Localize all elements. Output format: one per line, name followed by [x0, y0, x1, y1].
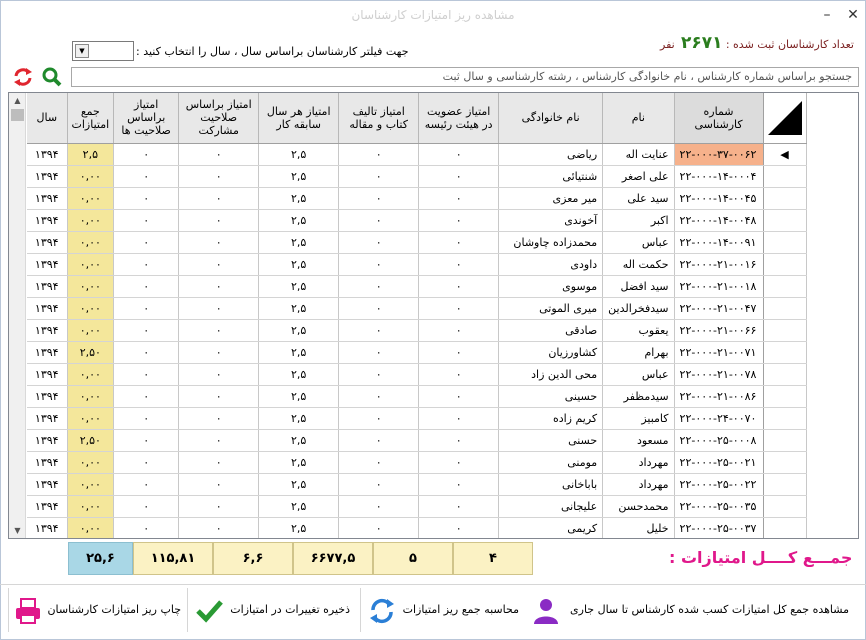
row-selector[interactable] [763, 253, 806, 275]
total-score-cell[interactable]: ۰,۰۰ [67, 386, 114, 408]
first-name-cell[interactable]: عباس [603, 363, 674, 385]
competency-score-cell[interactable]: ۰ [114, 474, 179, 496]
board-score-cell[interactable]: ۰ [419, 231, 499, 253]
year-cell[interactable]: ۱۳۹۴ [27, 209, 67, 231]
participation-score-cell[interactable]: ۰ [179, 430, 259, 452]
column-header[interactable]: امتیاز تالیف کتاب و مقاله [339, 93, 419, 143]
expert-code-cell[interactable]: ۲۲-۰۰۰-۲۵-۰۰۲۱ [674, 452, 763, 474]
year-filter-select[interactable] [72, 41, 134, 61]
first-name-cell[interactable]: سیدمظفر [603, 386, 674, 408]
search-input[interactable]: جستجو براساس شماره کارشناس ، نام خانوادگی کارشناس ، رشته کارشناسی و سال ثبت [71, 67, 859, 87]
participation-score-cell[interactable]: ۰ [179, 452, 259, 474]
first-name-cell[interactable]: یعقوب [603, 319, 674, 341]
book-score-cell[interactable]: ۰ [339, 231, 419, 253]
year-cell[interactable]: ۱۳۹۴ [27, 275, 67, 297]
total-experience: ۶۶۷۷,۵ [293, 542, 373, 575]
experience-score-cell[interactable]: ۲,۵ [259, 408, 339, 430]
board-score-cell[interactable]: ۰ [419, 518, 499, 539]
column-header[interactable]: سال [27, 93, 67, 143]
last-name-cell[interactable]: کریم زاده [499, 408, 603, 430]
row-selector[interactable] [763, 209, 806, 231]
experts-score-grid [8, 92, 859, 539]
competency-score-cell[interactable]: ۰ [114, 363, 179, 385]
competency-score-cell[interactable]: ۰ [114, 275, 179, 297]
last-name-cell[interactable]: محی الدین زاد [499, 363, 603, 385]
board-score-cell[interactable]: ۰ [419, 408, 499, 430]
year-cell[interactable]: ۱۳۹۴ [27, 496, 67, 518]
book-score-cell[interactable]: ۰ [339, 341, 419, 363]
last-name-cell[interactable]: کشاورزیان [499, 341, 603, 363]
experience-score-cell[interactable]: ۲,۵ [259, 496, 339, 518]
participation-score-cell[interactable]: ۰ [179, 209, 259, 231]
experience-score-cell[interactable]: ۲,۵ [259, 518, 339, 539]
year-cell[interactable]: ۱۳۹۴ [27, 518, 67, 539]
total-book: ۵ [373, 542, 453, 575]
participation-score-cell[interactable]: ۰ [179, 187, 259, 209]
participation-score-cell[interactable]: ۰ [179, 363, 259, 385]
expert-code-cell[interactable]: ۲۲-۰۰۰-۲۱-۰۰۸۶ [674, 386, 763, 408]
experience-score-cell[interactable]: ۲,۵ [259, 143, 339, 165]
table-row[interactable] [27, 363, 806, 385]
registered-count-value: ۲۶۷۱ [681, 33, 723, 53]
year-cell[interactable]: ۱۳۹۴ [27, 386, 67, 408]
participation-score-cell[interactable]: ۰ [179, 341, 259, 363]
total-score-cell[interactable]: ۰,۰۰ [67, 474, 114, 496]
year-cell[interactable]: ۱۳۹۴ [27, 474, 67, 496]
board-score-cell[interactable]: ۰ [419, 474, 499, 496]
experience-score-cell[interactable]: ۲,۵ [259, 297, 339, 319]
book-score-cell[interactable]: ۰ [339, 518, 419, 539]
first-name-cell[interactable]: اکبر [603, 209, 674, 231]
experience-score-cell[interactable]: ۲,۵ [259, 209, 339, 231]
total-score-cell[interactable]: ۰,۰۰ [67, 231, 114, 253]
experience-score-cell[interactable]: ۲,۵ [259, 319, 339, 341]
first-name-cell[interactable]: خلیل [603, 518, 674, 539]
last-name-cell[interactable]: میر معزی [499, 187, 603, 209]
last-name-cell[interactable]: شنتیائی [499, 165, 603, 187]
chevron-down-icon[interactable]: ▼ [75, 44, 89, 58]
column-header[interactable]: جمع امتیازات [67, 93, 114, 143]
row-selector[interactable] [763, 231, 806, 253]
board-score-cell[interactable]: ۰ [419, 319, 499, 341]
view-total-button[interactable] [527, 588, 857, 632]
row-selector[interactable] [763, 319, 806, 341]
competency-score-cell[interactable]: ۰ [114, 430, 179, 452]
row-selector[interactable] [763, 363, 806, 385]
expert-code-cell[interactable]: ۲۲-۰۰۰-۱۴-۰۰۰۴ [674, 165, 763, 187]
competency-score-cell[interactable]: ۰ [114, 341, 179, 363]
book-score-cell[interactable]: ۰ [339, 452, 419, 474]
year-cell[interactable]: ۱۳۹۴ [27, 187, 67, 209]
total-score-cell[interactable]: ۲,۵ [67, 143, 114, 165]
total-score-cell[interactable]: ۰,۰۰ [67, 518, 114, 539]
competency-score-cell[interactable]: ۰ [114, 452, 179, 474]
last-name-cell[interactable]: موسوی [499, 275, 603, 297]
calculate-label: محاسبه جمع ریز امتیازات [402, 603, 519, 616]
grid-table [27, 93, 807, 539]
year-filter-label: جهت فیلتر کارشناسان براساس سال ، سال را انتخاب کنید : [136, 45, 409, 58]
scroll-thumb[interactable] [11, 109, 24, 121]
participation-score-cell[interactable]: ۰ [179, 518, 259, 539]
year-cell[interactable]: ۱۳۹۴ [27, 165, 67, 187]
first-name-cell[interactable]: کامبیز [603, 408, 674, 430]
close-icon[interactable]: ✕ [847, 7, 859, 23]
competency-score-cell[interactable]: ۰ [114, 297, 179, 319]
book-score-cell[interactable]: ۰ [339, 363, 419, 385]
experience-score-cell[interactable]: ۲,۵ [259, 430, 339, 452]
experience-score-cell[interactable]: ۲,۵ [259, 187, 339, 209]
expert-code-cell[interactable]: ۲۲-۰۰۰-۱۴-۰۰۴۵ [674, 187, 763, 209]
table-row[interactable] [27, 275, 806, 297]
window-title: مشاهده ریز امتیازات کارشناسان [351, 8, 515, 22]
experience-score-cell[interactable]: ۲,۵ [259, 165, 339, 187]
competency-score-cell[interactable]: ۰ [114, 319, 179, 341]
first-name-cell[interactable]: محمدحسن [603, 496, 674, 518]
calculate-button[interactable] [360, 588, 527, 632]
print-button[interactable] [8, 588, 187, 632]
book-score-cell[interactable]: ۰ [339, 275, 419, 297]
board-score-cell[interactable]: ۰ [419, 496, 499, 518]
competency-score-cell[interactable]: ۰ [114, 209, 179, 231]
first-name-cell[interactable]: مهرداد [603, 474, 674, 496]
table-row[interactable] [27, 341, 806, 363]
first-name-cell[interactable]: علی اصغر [603, 165, 674, 187]
book-score-cell[interactable]: ۰ [339, 253, 419, 275]
last-name-cell[interactable]: کریمی [499, 518, 603, 539]
expert-code-cell[interactable]: ۲۲-۰۰۰-۲۱-۰۰۷۸ [674, 363, 763, 385]
total-score-cell[interactable]: ۰,۰۰ [67, 209, 114, 231]
total-score-cell[interactable]: ۲,۵۰ [67, 430, 114, 452]
experience-score-cell[interactable]: ۲,۵ [259, 253, 339, 275]
column-header[interactable]: شماره کارشناسی [674, 93, 763, 143]
year-cell[interactable]: ۱۳۹۴ [27, 452, 67, 474]
last-name-cell[interactable]: داودی [499, 253, 603, 275]
total-score-cell[interactable]: ۰,۰۰ [67, 275, 114, 297]
board-score-cell[interactable]: ۰ [419, 341, 499, 363]
board-score-cell[interactable]: ۰ [419, 363, 499, 385]
year-cell[interactable]: ۱۳۹۴ [27, 319, 67, 341]
total-score-cell[interactable]: ۰,۰۰ [67, 496, 114, 518]
competency-score-cell[interactable]: ۰ [114, 165, 179, 187]
expert-code-cell[interactable]: ۲۲-۰۰۰-۲۱-۰۰۴۷ [674, 297, 763, 319]
year-cell[interactable]: ۱۳۹۴ [27, 253, 67, 275]
column-header[interactable]: امتیاز براساس صلاحیت ها [114, 93, 179, 143]
row-selector[interactable] [763, 386, 806, 408]
row-selector[interactable] [763, 496, 806, 518]
experience-score-cell[interactable]: ۲,۵ [259, 452, 339, 474]
last-name-cell[interactable]: میری الموتی [499, 297, 603, 319]
board-score-cell[interactable]: ۰ [419, 209, 499, 231]
vertical-scrollbar[interactable] [9, 93, 26, 538]
experience-score-cell[interactable]: ۲,۵ [259, 341, 339, 363]
experience-score-cell[interactable]: ۲,۵ [259, 363, 339, 385]
book-score-cell[interactable]: ۰ [339, 187, 419, 209]
total-score-cell[interactable]: ۰,۰۰ [67, 165, 114, 187]
participation-score-cell[interactable]: ۰ [179, 275, 259, 297]
experience-score-cell[interactable]: ۲,۵ [259, 231, 339, 253]
first-name-cell[interactable]: سید علی [603, 187, 674, 209]
first-name-cell[interactable]: حکمت اله [603, 253, 674, 275]
table-row[interactable] [27, 187, 806, 209]
participation-score-cell[interactable]: ۰ [179, 165, 259, 187]
board-score-cell[interactable]: ۰ [419, 165, 499, 187]
book-score-cell[interactable]: ۰ [339, 430, 419, 452]
last-name-cell[interactable]: مومنی [499, 452, 603, 474]
year-cell[interactable]: ۱۳۹۴ [27, 363, 67, 385]
experience-score-cell[interactable]: ۲,۵ [259, 275, 339, 297]
board-score-cell[interactable]: ۰ [419, 452, 499, 474]
row-selector[interactable] [763, 408, 806, 430]
grid-header-row [27, 93, 806, 143]
first-name-cell[interactable]: مسعود [603, 430, 674, 452]
competency-score-cell[interactable]: ۰ [114, 253, 179, 275]
year-cell[interactable]: ۱۳۹۴ [27, 143, 67, 165]
table-row[interactable] [27, 474, 806, 496]
column-header[interactable]: نام خانوادگی [499, 93, 603, 143]
board-score-cell[interactable]: ۰ [419, 386, 499, 408]
table-row[interactable] [27, 496, 806, 518]
search-icon[interactable] [41, 66, 63, 88]
current-row-indicator-icon[interactable]: ◀ [763, 143, 806, 165]
expert-code-cell[interactable]: ۲۲-۰۰۰-۲۵-۰۰۲۲ [674, 474, 763, 496]
first-name-cell[interactable]: عباس [603, 231, 674, 253]
total-score-cell[interactable]: ۰,۰۰ [67, 297, 114, 319]
competency-score-cell[interactable]: ۰ [114, 187, 179, 209]
expert-code-cell[interactable]: ۲۲-۰۰۰-۲۵-۰۰۳۵ [674, 496, 763, 518]
column-header[interactable]: نام [603, 93, 674, 143]
minimize-icon[interactable]: – [823, 7, 831, 23]
row-selector[interactable] [763, 452, 806, 474]
checkmark-icon [194, 596, 224, 626]
expert-code-cell[interactable]: ۲۲-۰۰۰-۲۱-۰۰۱۶ [674, 253, 763, 275]
table-row[interactable] [27, 319, 806, 341]
select-all-icon[interactable] [768, 101, 802, 135]
view-total-label: مشاهده جمع کل امتیازات کسب شده کارشناس تا سال جاری [570, 603, 849, 616]
column-header[interactable]: امتیاز هر سال سابقه کار [259, 93, 339, 143]
table-row[interactable] [27, 297, 806, 319]
participation-score-cell[interactable]: ۰ [179, 231, 259, 253]
participation-score-cell[interactable]: ۰ [179, 408, 259, 430]
first-name-cell[interactable]: سید افضل [603, 275, 674, 297]
board-score-cell[interactable]: ۰ [419, 275, 499, 297]
last-name-cell[interactable]: حسنی [499, 430, 603, 452]
table-row[interactable] [27, 430, 806, 452]
grid-body [27, 143, 806, 539]
expert-code-cell[interactable]: ۲۲-۰۰۰-۲۴-۰۰۷۰ [674, 408, 763, 430]
total-score-cell[interactable]: ۰,۰۰ [67, 187, 114, 209]
grid-corner[interactable] [763, 93, 806, 143]
last-name-cell[interactable]: آخوندی [499, 209, 603, 231]
total-score-cell[interactable]: ۰,۰۰ [67, 319, 114, 341]
participation-score-cell[interactable]: ۰ [179, 143, 259, 165]
total-competency: ۱۱۵,۸۱ [133, 542, 213, 575]
participation-score-cell[interactable]: ۰ [179, 297, 259, 319]
print-label: چاپ ریز امتیازات کارشناسان [47, 603, 181, 616]
first-name-cell[interactable]: بهرام [603, 341, 674, 363]
total-score-cell[interactable]: ۰,۰۰ [67, 408, 114, 430]
row-selector[interactable] [763, 165, 806, 187]
book-score-cell[interactable]: ۰ [339, 165, 419, 187]
book-score-cell[interactable]: ۰ [339, 408, 419, 430]
competency-score-cell[interactable]: ۰ [114, 231, 179, 253]
participation-score-cell[interactable]: ۰ [179, 496, 259, 518]
last-name-cell[interactable]: حسینی [499, 386, 603, 408]
board-score-cell[interactable]: ۰ [419, 187, 499, 209]
save-label: ذخیره تغییرات در امتیازات [230, 603, 350, 616]
year-cell[interactable]: ۱۳۹۴ [27, 430, 67, 452]
experience-score-cell[interactable]: ۲,۵ [259, 386, 339, 408]
year-cell[interactable]: ۱۳۹۴ [27, 408, 67, 430]
row-selector[interactable] [763, 187, 806, 209]
expert-code-cell[interactable]: ۲۲-۰۰۰-۳۷-۰۰۶۲ [674, 143, 763, 165]
book-score-cell[interactable]: ۰ [339, 386, 419, 408]
board-score-cell[interactable]: ۰ [419, 143, 499, 165]
total-board: ۴ [453, 542, 533, 575]
last-name-cell[interactable]: باباخانی [499, 474, 603, 496]
experience-score-cell[interactable]: ۲,۵ [259, 474, 339, 496]
last-name-cell[interactable]: علیجانی [499, 496, 603, 518]
total-sum: ۲۵,۶ [68, 542, 133, 575]
competency-score-cell[interactable]: ۰ [114, 496, 179, 518]
board-score-cell[interactable]: ۰ [419, 430, 499, 452]
expert-code-cell[interactable]: ۲۲-۰۰۰-۲۱-۰۰۱۸ [674, 275, 763, 297]
expert-code-cell[interactable]: ۲۲-۰۰۰-۱۴-۰۰۹۱ [674, 231, 763, 253]
book-score-cell[interactable]: ۰ [339, 319, 419, 341]
expert-code-cell[interactable]: ۲۲-۰۰۰-۲۱-۰۰۶۶ [674, 319, 763, 341]
table-row[interactable] [27, 143, 806, 165]
registered-count-unit: نفر [660, 38, 675, 51]
participation-score-cell[interactable]: ۰ [179, 253, 259, 275]
row-selector[interactable] [763, 297, 806, 319]
expert-code-cell[interactable]: ۲۲-۰۰۰-۲۱-۰۰۷۱ [674, 341, 763, 363]
row-selector[interactable] [763, 275, 806, 297]
first-name-cell[interactable]: مهرداد [603, 452, 674, 474]
table-row[interactable] [27, 209, 806, 231]
competency-score-cell[interactable]: ۰ [114, 143, 179, 165]
table-row[interactable] [27, 165, 806, 187]
title-bar [0, 0, 866, 32]
recalculate-icon [367, 596, 397, 626]
registered-count-label: تعداد کارشناسان ثبت شده : [725, 38, 854, 51]
total-score-cell[interactable]: ۲,۵۰ [67, 341, 114, 363]
book-score-cell[interactable]: ۰ [339, 143, 419, 165]
column-header[interactable]: امتیاز عضویت در هیئت رئیسه [419, 93, 499, 143]
printer-icon [13, 596, 43, 626]
board-score-cell[interactable]: ۰ [419, 297, 499, 319]
expert-code-cell[interactable]: ۲۲-۰۰۰-۱۴-۰۰۴۸ [674, 209, 763, 231]
table-row[interactable] [27, 518, 806, 539]
scroll-up-icon[interactable]: ▲ [14, 96, 21, 105]
row-selector[interactable] [763, 430, 806, 452]
book-score-cell[interactable]: ۰ [339, 496, 419, 518]
participation-score-cell[interactable]: ۰ [179, 319, 259, 341]
book-score-cell[interactable]: ۰ [339, 209, 419, 231]
total-score-cell[interactable]: ۰,۰۰ [67, 253, 114, 275]
column-header[interactable]: امتیاز براساس صلاحیت مشارکت [179, 93, 259, 143]
row-selector[interactable] [763, 474, 806, 496]
scroll-down-icon[interactable]: ▼ [14, 526, 21, 535]
row-selector[interactable] [763, 341, 806, 363]
first-name-cell[interactable]: سیدفخرالدین [603, 297, 674, 319]
competency-score-cell[interactable]: ۰ [114, 518, 179, 539]
book-score-cell[interactable]: ۰ [339, 474, 419, 496]
user-icon [531, 596, 561, 626]
table-row[interactable] [27, 231, 806, 253]
year-cell[interactable]: ۱۳۹۴ [27, 341, 67, 363]
refresh-icon[interactable] [12, 66, 34, 88]
table-row[interactable] [27, 452, 806, 474]
year-cell[interactable]: ۱۳۹۴ [27, 297, 67, 319]
row-selector[interactable] [763, 518, 806, 539]
expert-code-cell[interactable]: ۲۲-۰۰۰-۲۵-۰۰۰۸ [674, 430, 763, 452]
board-score-cell[interactable]: ۰ [419, 253, 499, 275]
competency-score-cell[interactable]: ۰ [114, 386, 179, 408]
save-button[interactable] [187, 588, 360, 632]
table-row[interactable] [27, 408, 806, 430]
total-score-cell[interactable]: ۰,۰۰ [67, 363, 114, 385]
last-name-cell[interactable]: ریاضی [499, 143, 603, 165]
table-row[interactable] [27, 386, 806, 408]
grand-total-label: جمـــع کــــل امتیازات : [669, 548, 853, 567]
year-cell[interactable]: ۱۳۹۴ [27, 231, 67, 253]
expert-code-cell[interactable]: ۲۲-۰۰۰-۲۵-۰۰۳۷ [674, 518, 763, 539]
competency-score-cell[interactable]: ۰ [114, 408, 179, 430]
last-name-cell[interactable]: صادقی [499, 319, 603, 341]
last-name-cell[interactable]: محمدزاده چاوشان [499, 231, 603, 253]
book-score-cell[interactable]: ۰ [339, 297, 419, 319]
total-score-cell[interactable]: ۰,۰۰ [67, 452, 114, 474]
participation-score-cell[interactable]: ۰ [179, 474, 259, 496]
first-name-cell[interactable]: عنایت اله [603, 143, 674, 165]
participation-score-cell[interactable]: ۰ [179, 386, 259, 408]
table-row[interactable] [27, 253, 806, 275]
total-participation: ۶,۶ [213, 542, 293, 575]
